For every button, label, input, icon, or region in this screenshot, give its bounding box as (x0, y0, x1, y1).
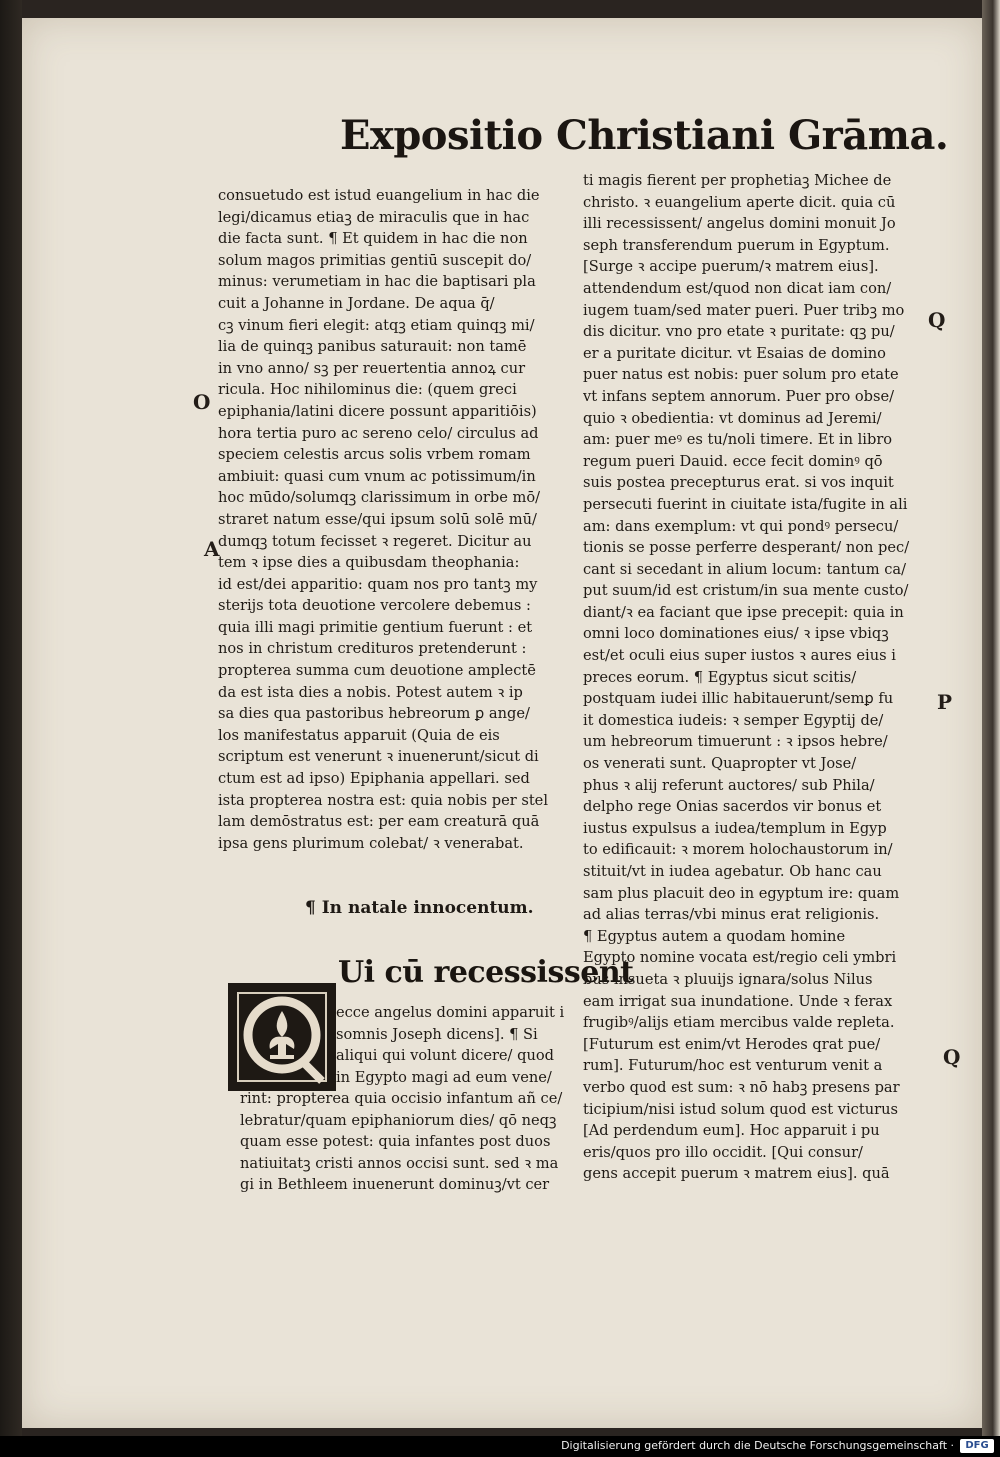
text-line: rum]. Futurum/hoc est venturum venit a (583, 1057, 883, 1075)
text-line: postquam iudei illic habitauerunt/semꝑ fu (583, 690, 894, 708)
text-line: os venerati sunt. Quapropter vt Jose/ (583, 755, 857, 773)
text-line: straret natum esse/qui ipsum solū solē mū/ (218, 510, 537, 528)
text-line: in vno anno/ sꝫ per reuertentia annoꝝ cur (218, 359, 526, 377)
text-line: regum pueri Dauid. ecce fecit dominꝰ qō (583, 452, 883, 470)
text-line: quam esse potest: quia infantes post duos (240, 1133, 551, 1151)
text-line: tionis se posse perferre desperant/ non pec/ (583, 539, 910, 557)
footer-credit: Digitalisierung gefördert durch die Deutsche Forschungsgemeinschaft · (561, 1439, 954, 1452)
text-line: est/et oculi eius super iustos ꝛ aures eius i (583, 647, 896, 665)
text-line: epiphania/latini dicere possunt apparitiōis) (218, 402, 537, 420)
text-line: ambiuit: quasi cum vnum ac potissimum/in (218, 467, 536, 485)
text-line: dis dicitur. vno pro etate ꝛ puritate: qꝫ pu/ (583, 323, 895, 341)
text-line: natiuitatꝫ cristi annos occisi sunt. sed ꝛ ma (240, 1154, 559, 1172)
text-line: iustus expulsus a iudea/templum in Egyp (583, 819, 887, 837)
text-line: am: dans exemplum: vt qui pondꝰ persecu/ (583, 517, 899, 535)
text-line: diant/ꝛ ea faciant que ipse precepit: quia in (583, 603, 904, 621)
text-line: ti magis fierent per prophetiaꝫ Michee de (583, 172, 892, 189)
text-line: quio ꝛ obedientia: vt dominus ad Jeremi/ (583, 409, 882, 427)
margin-mark-right-1: Q (928, 308, 946, 332)
text-line: sterijs tota deuotione vercolere debemus : (218, 597, 531, 615)
left-column-bottom (240, 1088, 585, 1196)
page-edge-right (982, 0, 1000, 1436)
section-heading: ¶ In natale innocentum. (305, 898, 534, 918)
text-line: ipsa gens plurimum colebat/ ꝛ venerabat. (218, 834, 524, 852)
text-line: phus ꝛ alij referunt auctores/ sub Phila/ (583, 776, 875, 794)
text-line: ¶ Egyptus autem a quodam homine (583, 927, 846, 945)
text-line: omni loco dominationes eius/ ꝛ ipse vbiqꝫ (583, 625, 889, 643)
text-line: gi in Bethleem inuenerunt dominuꝫ/vt cer (240, 1176, 550, 1194)
initial-column-lines (336, 1002, 582, 1088)
text-line: minus: verumetiam in hac die baptisari pla (218, 273, 536, 291)
text-line: gens accepit puerum ꝛ matrem eius]. quā (583, 1165, 890, 1183)
running-head: Expositio Christiani Grāma. (340, 112, 949, 159)
text-line: vt infans septem annorum. Puer pro obse/ (583, 387, 895, 405)
text-line: legi/dicamus etiaꝫ de miraculis que in hac (218, 208, 530, 226)
section-opening-line: Ui cū recessissent (338, 955, 634, 990)
text-line: puer natus est nobis: puer solum pro etate (583, 366, 899, 384)
text-line: id est/dei apparitio: quam nos pro tantꝫ my (218, 575, 538, 593)
text-line: ticipium/nisi istud solum quod est victurus (583, 1100, 898, 1118)
text-line: Egypto nomine vocata est/regio celi ymbri (583, 949, 897, 967)
text-line: ricula. Hoc nihilominus die: (quem greci (218, 381, 517, 399)
text-line: lam demōstratus est: per eam creaturā quā (218, 813, 540, 831)
text-line: put suum/id est cristum/in sua mente custo/ (583, 582, 909, 600)
text-line: persecuti fuerint in ciuitate ista/fugite in ali (583, 495, 908, 513)
text-line: quia illi magi primitie gentium fuerunt : et (218, 618, 533, 636)
text-line: speciem celestis arcus solis vrbem romam (218, 446, 531, 464)
text-line: nos in christum credituros pretenderunt : (218, 640, 527, 658)
digitization-footer (0, 1436, 1000, 1457)
text-line: illi recessissent/ angelus domini monuit Jo (583, 215, 896, 233)
text-line: eam irrigat sua inundatione. Unde ꝛ ferax (583, 992, 893, 1010)
text-line: eris/quos pro illo occidit. [Qui consur/ (583, 1143, 863, 1161)
text-line: scriptum est venerunt ꝛ inuenerunt/sicut di (218, 748, 539, 766)
text-line: lebratur/quam epiphaniorum dies/ qō neqꝫ (240, 1111, 557, 1129)
margin-mark-right-3: Q (943, 1045, 961, 1069)
text-line: cuit a Johanne in Jordane. De aqua q̄/ (218, 294, 495, 312)
text-line: hoc mūdo/solumqꝫ clarissimum in orbe mō/ (218, 489, 541, 507)
text-line: hora tertia puro ac sereno celo/ circulus ad (218, 424, 539, 442)
text-line: am: puer meꝰ es tu/noli timere. Et in libro (583, 431, 893, 449)
text-line: die facta sunt. ¶ Et quidem in hac die non (218, 230, 528, 248)
page-edge-left (0, 0, 22, 1436)
margin-mark-right-2: P (937, 690, 953, 714)
left-column (218, 185, 583, 854)
text-line: preces eorum. ¶ Egyptus sicut scitis/ (583, 668, 857, 686)
text-line: somnis Joseph dicens]. ¶ Si (336, 1025, 538, 1043)
text-line: da est ista dies a nobis. Potest autem ꝛ ip (218, 683, 523, 701)
text-line: solum magos primitias gentiū suscepit do/ (218, 251, 532, 269)
text-line: cant si secedant in alium locum: tantum ca/ (583, 560, 906, 578)
text-line: stituit/vt in iudea agebatur. Ob hanc cau (583, 863, 882, 880)
text-line: ista propterea nostra est: quia nobis per stel (218, 791, 548, 809)
text-line: sam plus placuit deo in egyptum ire: quam (583, 884, 900, 902)
text-line: rint: propterea quia occisio infantum añ ce/ (240, 1090, 563, 1107)
text-line: lia de quinqꝫ panibus saturauit: non tamē (218, 338, 527, 356)
text-line: iugem tuam/sed mater pueri. Puer tribꝫ mo (583, 301, 905, 319)
dfg-logo-icon: DFG (960, 1439, 994, 1453)
text-line: bus insueta ꝛ pluuijs ignara/solus Nilus (583, 970, 873, 988)
text-line: suis postea precepturus erat. si vos inquit (583, 474, 894, 492)
text-line: ctum est ad ipso) Epiphania appellari. sed (218, 770, 530, 788)
decorated-initial-q-icon (228, 983, 336, 1091)
text-line: [Ad perdendum eum]. Hoc apparuit i pu (583, 1122, 880, 1140)
margin-mark-left-1: O (193, 390, 211, 414)
text-line: los manifestatus apparuit (Quia de eis (218, 726, 500, 744)
text-line: it domestica iudeis: ꝛ semper Egyptij de/ (583, 711, 884, 729)
text-line: cꝫ vinum fieri elegit: atqꝫ etiam quinqꝫ mi/ (218, 316, 535, 334)
text-line: tem ꝛ ipse dies a quibusdam theophania: (218, 554, 520, 572)
text-line: ad alias terras/vbi minus erat religionis. (583, 906, 880, 924)
text-line: delpho rege Onias sacerdos vir bonus et (583, 798, 882, 816)
text-line: to edificauit: ꝛ morem holochaustorum in/ (583, 841, 893, 859)
text-line: propterea summa cum deuotione amplectē (218, 662, 536, 680)
text-line: frugibꝰ/alijs etiam mercibus valde repleta. (583, 1014, 895, 1032)
text-line: [Surge ꝛ accipe puerum/ꝛ matrem eius]. (583, 258, 879, 276)
text-line: um hebreorum timuerunt : ꝛ ipsos hebre/ (583, 733, 888, 751)
right-column (583, 170, 946, 1185)
text-line: christo. ꝛ euangelium aperte dicit. quia cū (583, 193, 896, 211)
text-line: verbo quod est sum: ꝛ nō habꝫ presens par (583, 1078, 900, 1096)
text-line: aliqui qui volunt dicere/ quod (336, 1047, 554, 1065)
text-line: seph transferendum puerum in Egyptum. (583, 236, 890, 254)
text-line: [Futurum est enim/vt Herodes qrat pue/ (583, 1035, 881, 1053)
text-line: dumqꝫ totum fecisset ꝛ regeret. Dicitur au (218, 532, 532, 550)
text-line: sa dies qua pastoribus hebreorum ꝑ ange/ (218, 705, 530, 723)
text-line: er a puritate dicitur. vt Esaias de domino (583, 344, 886, 362)
text-line: consuetudo est istud euangelium in hac die (218, 187, 540, 204)
text-line: ecce angelus domini apparuit i (336, 1004, 565, 1021)
text-line: attendendum est/quod non dicat iam con/ (583, 279, 892, 297)
margin-mark-left-2: A (204, 537, 220, 561)
text-line: in Egypto magi ad eum vene/ (336, 1068, 552, 1086)
